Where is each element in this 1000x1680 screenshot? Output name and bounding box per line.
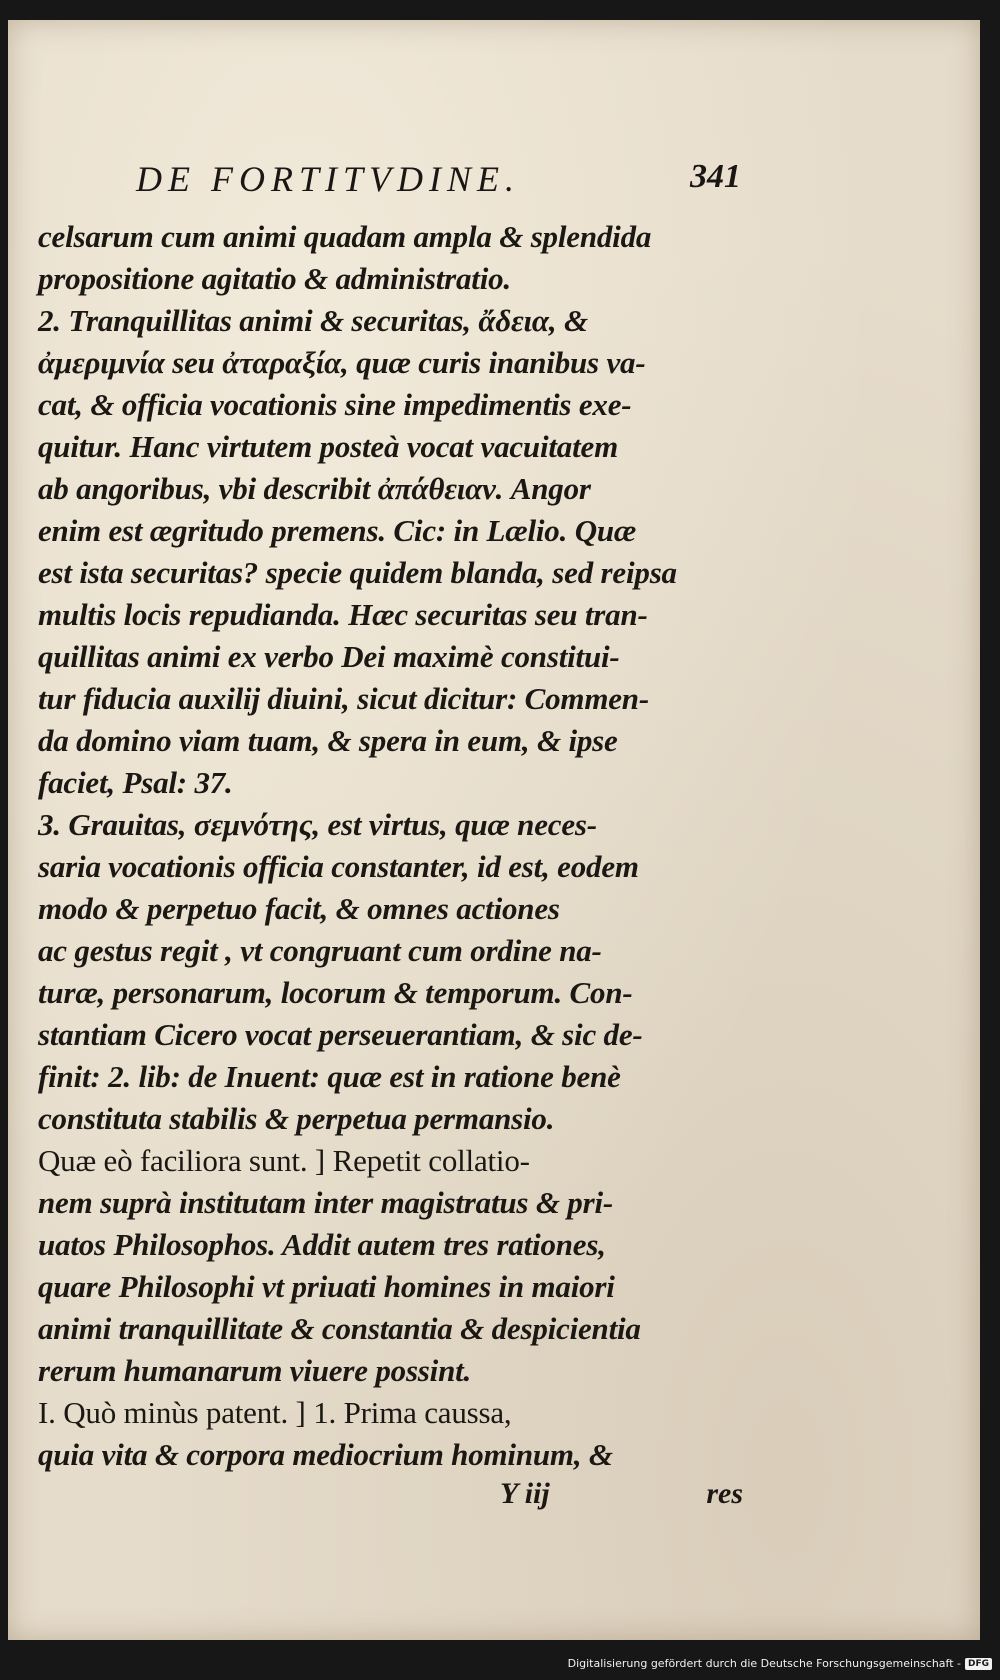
text-line: saria vocationis officia constanter, id est, eodem xyxy=(38,849,639,884)
text-line: 3. Grauitas, σεμνότης, est virtus, quæ neces- xyxy=(38,807,597,842)
text-line: enim est ægritudo premens. Cic: in Lælio. Quæ xyxy=(38,513,637,548)
text-line: animi tranquillitate & constantia & despicientia xyxy=(38,1311,641,1346)
text-line: rerum humanarum viuere possint. xyxy=(38,1353,472,1388)
text-line: quitur. Hanc virtutem posteà vocat vacuitatem xyxy=(38,429,618,464)
text-line: da domino viam tuam, & spera in eum, & ipse xyxy=(38,723,618,758)
running-title: DE FORTITVDINE. xyxy=(136,159,520,199)
text-line: turæ, personarum, locorum & temporum. Con- xyxy=(38,975,633,1010)
text-line: cat, & officia vocationis sine impedimentis exe- xyxy=(38,387,632,422)
text-line: ac gestus regit , vt congruant cum ordine na- xyxy=(38,933,602,968)
text-line-lemma: I. Quò minùs patent. ] 1. Prima caussa, xyxy=(38,1395,512,1430)
text-line: stantiam Cicero vocat perseuerantiam, & sic de- xyxy=(38,1017,643,1052)
text-line: quare Philosophi vt priuati homines in maiori xyxy=(38,1269,615,1304)
text-line: faciet, Psal: 37. xyxy=(38,765,233,800)
page-footer xyxy=(38,1477,743,1517)
text-line: celsarum cum animi quadam ampla & splendida xyxy=(38,219,652,254)
dfg-logo: DFG xyxy=(965,1658,992,1670)
catchword: res xyxy=(706,1477,743,1510)
text-line: 2. Tranquillitas animi & securitas, ἄδεια, & xyxy=(38,303,588,338)
page-header xyxy=(136,158,741,204)
text-line: quillitas animi ex verbo Dei maximè constitui- xyxy=(38,639,620,674)
text-line: quia vita & corpora mediocrium hominum, & xyxy=(38,1437,613,1472)
digitization-credit xyxy=(568,1657,992,1670)
credit-text: Digitalisierung gefördert durch die Deutsche Forschungsgemeinschaft - xyxy=(567,1657,961,1670)
book-page xyxy=(8,20,980,1640)
signature-mark: Y iij xyxy=(500,1477,550,1510)
text-line: modo & perpetuo facit, & omnes actiones xyxy=(38,891,560,926)
text-line: finit: 2. lib: de Inuent: quæ est in ratione benè xyxy=(38,1059,621,1094)
text-line: est ista securitas? specie quidem blanda, sed reipsa xyxy=(38,555,677,590)
text-line-lemma: Quæ eò faciliora sunt. ] Repetit collatio- xyxy=(38,1143,530,1178)
page-number: 341 xyxy=(690,158,741,195)
text-line: constituta stabilis & perpetua permansio. xyxy=(38,1101,555,1136)
text-line: uatos Philosophos. Addit autem tres rationes, xyxy=(38,1227,606,1262)
text-line: tur fiducia auxilij diuini, sicut dicitur: Commen- xyxy=(38,681,649,716)
text-line: propositione agitatio & administratio. xyxy=(38,261,511,296)
text-line: nem suprà institutam inter magistratus & pri- xyxy=(38,1185,613,1220)
body-text xyxy=(38,216,743,1476)
text-line: multis locis repudianda. Hæc securitas seu tran- xyxy=(38,597,648,632)
text-line: ἀμεριμνία seu ἀταραξία, quæ curis inanibus va- xyxy=(38,345,646,380)
text-line: ab angoribus, vbi describit ἀπάθειαν. Angor xyxy=(38,471,591,506)
